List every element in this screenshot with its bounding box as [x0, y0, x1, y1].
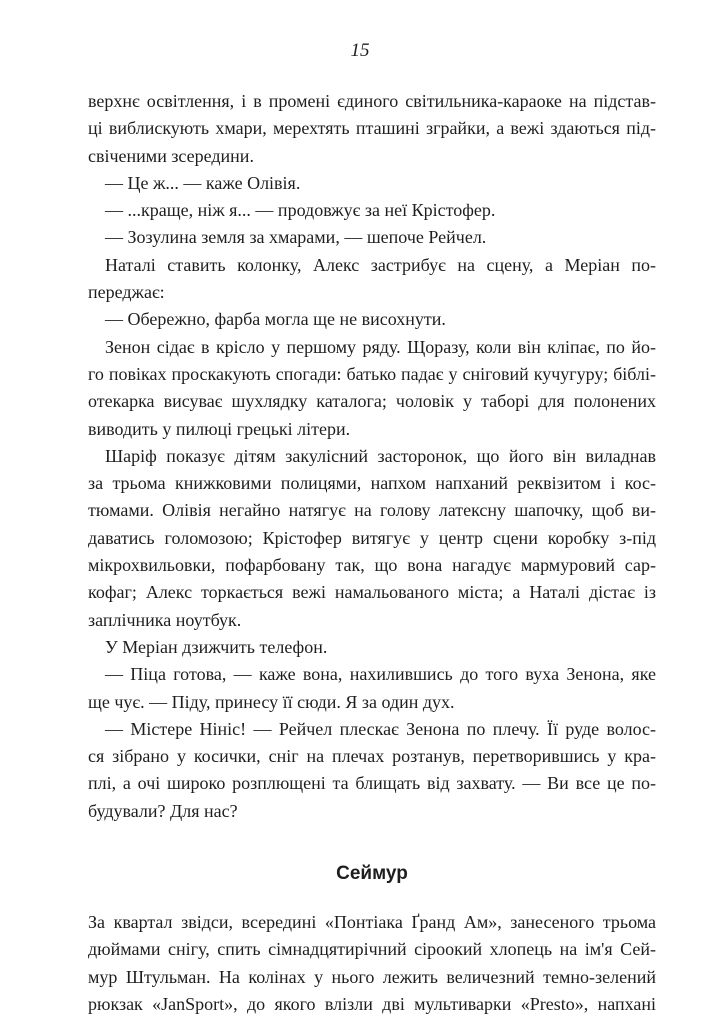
text-line: мікрохвильовки, пофарбовану так, що вона нагадує мармуровий сар-	[88, 555, 656, 576]
text-line: отекарка висуває шухлядку каталога; чоловік у таборі для полонених	[88, 391, 656, 412]
section-gap	[88, 825, 656, 853]
text-line: заплічника ноутбук.	[88, 609, 242, 630]
text-line: плі, а очі широко розплющені та блищать від захвату. — Ви все це по-	[88, 773, 656, 794]
text-line: мур Штульман. На колінах у нього лежить величезний темно-зелений	[88, 966, 656, 987]
paragraph	[88, 197, 656, 224]
text-line: Зенон сідає в крісло у першому ряду. Щоразу, коли він кліпає, по йо-	[105, 336, 656, 357]
text-line: — ...краще, ніж я... — продовжує за неї Крістофер.	[105, 200, 496, 221]
paragraph	[88, 634, 656, 661]
text-line: даватись голомозою; Крістофер витягує у центр сцени коробку з-під	[88, 527, 656, 548]
text-line: — Піца готова, — каже вона, нахилившись до того вуха Зенона, яке	[105, 664, 656, 685]
text-line: за трьома книжковими полицями, напхом напханий реквізитом і кос-	[88, 473, 656, 494]
text-line: Наталі ставить колонку, Алекс застрибує на сцену, а Меріан по-	[105, 254, 656, 275]
paragraph	[88, 661, 656, 716]
text-line: У Меріан дзижчить телефон.	[105, 636, 328, 657]
text-line: Шаріф показує дітям закулісний засторонок, що його він виладнав	[105, 445, 656, 466]
paragraph	[88, 252, 656, 307]
text-line: кофаг; Алекс торкається вежі намальованого міста; а Наталі дістає із	[88, 582, 656, 603]
text-line: ся зібрано у косички, сніг на плечах розтанув, перетворившись у кра-	[88, 746, 656, 767]
text-line: тюмами. Олівія негайно натягує на голову латексну шапочку, щоб ви-	[88, 500, 656, 521]
text-line: — Містере Нініс! — Рейчел плескає Зенона по плечу. Її руде волос-	[105, 718, 656, 739]
text-line: переджає:	[88, 282, 165, 303]
text-line: дюймами снігу, спить сімнадцятирічний сіроокий хлопець на ім'я Сей-	[88, 939, 656, 960]
text-line: виводить у пилюці грецькі літери.	[88, 418, 351, 439]
section-title: Сеймур	[336, 863, 408, 885]
page-number: 15	[350, 40, 370, 61]
text-line: будували? Для нас?	[88, 800, 238, 821]
body-text	[88, 88, 656, 1018]
paragraph	[88, 443, 656, 634]
paragraph	[88, 170, 656, 197]
paragraph	[88, 88, 656, 170]
text-line: — Обережно, фарба могла ще не висохнути.	[105, 309, 446, 330]
text-line: — Це ж... — каже Олівія.	[105, 172, 301, 193]
paragraph	[88, 716, 656, 825]
text-line: ще чує. — Піду, принесу її сюди. Я за один дух.	[88, 691, 455, 712]
text-line: За квартал звідси, всередині «Понтіака Ґранд Ам», занесеного трьома	[88, 912, 656, 933]
text-line: рюкзак «JanSport», до якого влізли дві мультиварки «Presto», напхані	[88, 993, 656, 1014]
text-line: ці виблискують хмари, мерехтять пташині зграйки, а вежі здаються під-	[88, 118, 656, 139]
text-line: верхнє освітлення, і в промені єдиного світильника-караоке на підстав-	[88, 91, 656, 111]
text-line: свіченими зсередини.	[88, 145, 254, 166]
paragraph	[88, 334, 656, 443]
text-line: го повіках проскакують спогади: батько падає у сніговий кучугуру; біблі-	[88, 363, 656, 384]
text-line: — Зозулина земля за хмарами, — шепоче Рейчел.	[105, 227, 487, 248]
paragraph	[88, 224, 656, 251]
paragraph	[88, 306, 656, 333]
paragraph	[88, 909, 656, 1018]
section-gap	[88, 895, 656, 909]
